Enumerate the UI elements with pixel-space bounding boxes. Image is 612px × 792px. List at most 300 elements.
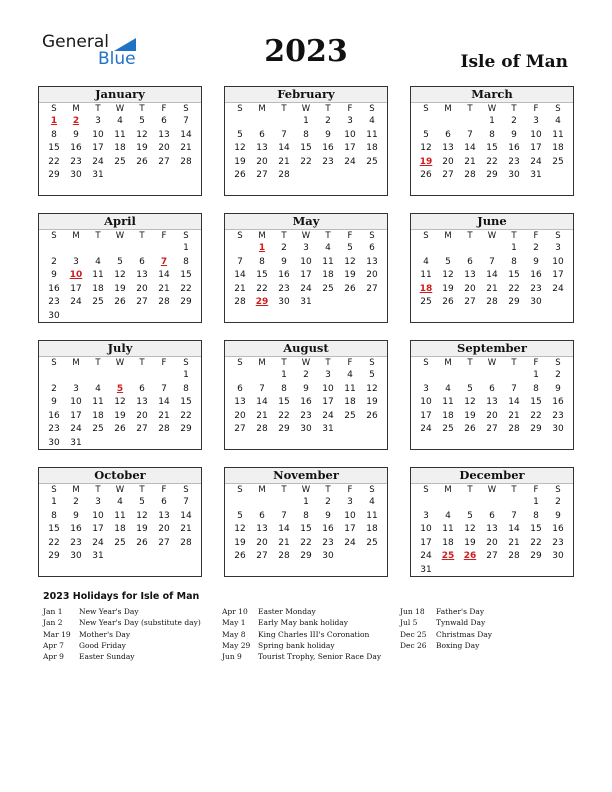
weekday-label: W	[115, 104, 125, 114]
day: 22	[278, 410, 290, 421]
day: 11	[92, 270, 104, 281]
day: 29	[530, 424, 542, 435]
day: 24	[420, 424, 432, 435]
day: 21	[158, 410, 170, 421]
day: 28	[508, 424, 520, 435]
weekday-label: S	[183, 358, 189, 368]
day: 6	[161, 116, 167, 126]
day: 20	[486, 537, 498, 548]
day: 17	[322, 397, 334, 408]
day: 16	[48, 410, 60, 421]
day: 24	[552, 283, 564, 294]
day: 27	[136, 297, 148, 308]
day: 20	[256, 156, 268, 167]
month-august	[224, 340, 388, 450]
holiday-day: 1	[258, 243, 266, 253]
holiday-day: 18	[419, 283, 433, 294]
day: 10	[92, 510, 104, 521]
weekday-label: M	[72, 358, 80, 368]
day: 16	[530, 270, 542, 281]
day: 20	[464, 283, 476, 294]
day: 22	[48, 156, 60, 167]
day: 24	[322, 410, 334, 421]
holiday-date: Jun 9	[222, 652, 242, 662]
day: 15	[256, 270, 268, 281]
day: 16	[70, 143, 82, 154]
day: 9	[51, 397, 57, 408]
day: 7	[183, 116, 189, 126]
day: 15	[48, 524, 60, 535]
holiday-item	[400, 617, 492, 628]
day: 1	[533, 370, 539, 380]
day: 21	[278, 537, 290, 548]
month-name: January	[39, 87, 201, 103]
day: 19	[136, 143, 148, 154]
weekday-label: S	[51, 358, 57, 368]
weekday-label: F	[533, 358, 539, 368]
day: 24	[344, 156, 356, 167]
day-blank	[437, 242, 459, 256]
day: 13	[464, 270, 476, 281]
day: 28	[256, 424, 268, 435]
day: 14	[278, 143, 290, 154]
day: 22	[300, 156, 312, 167]
month-name: May	[225, 214, 387, 230]
day: 26	[234, 170, 246, 181]
day: 17	[70, 410, 82, 421]
weekday-label: T	[281, 104, 287, 114]
day: 6	[139, 256, 145, 267]
day: 10	[322, 383, 334, 394]
day: 18	[442, 410, 454, 421]
day: 19	[136, 524, 148, 535]
weekday-label: W	[115, 485, 125, 495]
weekday-label: S	[237, 485, 243, 495]
day: 9	[281, 256, 287, 267]
day: 18	[92, 283, 104, 294]
day: 24	[344, 537, 356, 548]
day-blank	[251, 369, 273, 383]
day: 25	[92, 424, 104, 435]
day: 4	[347, 370, 353, 380]
day: 15	[180, 397, 192, 408]
weekday-label: S	[237, 231, 243, 241]
day: 6	[467, 256, 473, 267]
month-name: February	[225, 87, 387, 103]
day: 9	[533, 256, 539, 267]
day-blank	[87, 242, 109, 256]
day: 5	[139, 116, 145, 126]
day: 29	[300, 551, 312, 562]
day: 6	[259, 510, 265, 521]
day: 8	[303, 510, 309, 521]
holiday-item	[400, 606, 492, 617]
day: 1	[183, 243, 189, 253]
day: 14	[158, 270, 170, 281]
weekday-label: S	[423, 485, 429, 495]
day: 18	[114, 143, 126, 154]
holiday-item	[43, 651, 201, 662]
day: 3	[325, 370, 331, 380]
day-blank	[459, 369, 481, 383]
day: 7	[183, 497, 189, 507]
day: 24	[92, 156, 104, 167]
day: 10	[530, 129, 542, 140]
weekday-label: F	[161, 485, 167, 495]
day: 4	[445, 510, 451, 521]
day: 20	[158, 524, 170, 535]
weekday-label: W	[301, 104, 311, 114]
day: 4	[95, 383, 101, 394]
day: 12	[136, 129, 148, 140]
weekday-label: T	[95, 358, 101, 368]
weekday-label: M	[72, 231, 80, 241]
weekday-label: F	[533, 104, 539, 114]
day: 11	[442, 397, 454, 408]
day: 12	[464, 524, 476, 535]
weekday-label: S	[423, 358, 429, 368]
day: 16	[322, 524, 334, 535]
holiday-date: Jul 5	[400, 618, 418, 628]
day: 19	[366, 397, 378, 408]
day: 27	[486, 551, 498, 562]
day: 16	[300, 397, 312, 408]
day-blank	[131, 242, 153, 256]
day: 4	[325, 243, 331, 253]
day: 11	[366, 129, 378, 140]
day: 7	[259, 383, 265, 394]
day: 8	[259, 256, 265, 267]
day: 3	[95, 497, 101, 507]
day: 22	[530, 537, 542, 548]
day: 30	[48, 437, 60, 448]
month-name: November	[225, 468, 387, 484]
holiday-name: Father's Day	[436, 607, 485, 616]
day: 26	[136, 537, 148, 548]
day: 3	[347, 497, 353, 507]
day: 9	[555, 510, 561, 521]
month-february	[224, 86, 388, 196]
day-blank	[65, 242, 87, 256]
day: 3	[73, 383, 79, 394]
holiday-date: May 29	[222, 640, 251, 650]
day-blank	[43, 369, 65, 383]
day-blank	[229, 115, 251, 129]
weekday-label: F	[161, 231, 167, 241]
day: 20	[158, 143, 170, 154]
holiday-day: 5	[116, 383, 124, 394]
day: 26	[366, 410, 378, 421]
weekday-label: T	[139, 485, 145, 495]
day: 22	[48, 537, 60, 548]
day: 8	[183, 256, 189, 267]
day: 28	[508, 551, 520, 562]
day: 21	[508, 410, 520, 421]
day: 1	[533, 497, 539, 507]
day-grid	[225, 357, 387, 437]
day: 24	[70, 297, 82, 308]
day: 22	[180, 283, 192, 294]
day: 18	[92, 410, 104, 421]
day: 16	[552, 524, 564, 535]
day: 17	[420, 410, 432, 421]
holiday-day: 7	[160, 256, 168, 267]
month-name: December	[411, 468, 573, 484]
holiday-date: Jun 18	[400, 607, 425, 616]
weekday-label: W	[115, 358, 125, 368]
day: 30	[552, 551, 564, 562]
day: 1	[51, 497, 57, 507]
month-september	[410, 340, 574, 450]
day-grid	[225, 230, 387, 310]
day: 6	[161, 497, 167, 507]
country-name: Isle of Man	[460, 52, 568, 72]
day: 28	[180, 156, 192, 167]
day: 15	[530, 397, 542, 408]
weekday-label: M	[444, 358, 452, 368]
weekday-label: F	[347, 231, 353, 241]
day: 13	[234, 397, 246, 408]
day: 5	[423, 129, 429, 140]
day-grid	[411, 484, 573, 578]
month-name: April	[39, 214, 201, 230]
day: 11	[114, 510, 126, 521]
holiday-date: May 1	[222, 618, 246, 628]
day: 12	[136, 510, 148, 521]
day: 3	[73, 256, 79, 267]
weekday-label: T	[325, 104, 331, 114]
holiday-day: 10	[69, 270, 83, 281]
day-blank	[109, 242, 131, 256]
holiday-name: Spring bank holiday	[258, 640, 335, 650]
day: 18	[322, 270, 334, 281]
day: 5	[237, 510, 243, 521]
holiday-date: Apr 7	[43, 640, 64, 650]
day: 16	[278, 270, 290, 281]
day: 17	[344, 143, 356, 154]
day: 25	[442, 424, 454, 435]
weekday-label: S	[369, 485, 375, 495]
day: 8	[51, 129, 57, 140]
day: 12	[464, 397, 476, 408]
weekday-label: M	[258, 231, 266, 241]
day: 8	[489, 129, 495, 140]
day-blank	[251, 496, 273, 510]
day: 11	[114, 129, 126, 140]
day: 14	[234, 270, 246, 281]
day: 30	[322, 551, 334, 562]
day: 5	[237, 129, 243, 140]
day: 7	[467, 129, 473, 140]
day: 28	[464, 170, 476, 181]
day: 28	[234, 297, 246, 308]
day: 11	[366, 510, 378, 521]
day: 20	[136, 283, 148, 294]
day: 17	[420, 537, 432, 548]
day-grid	[39, 357, 201, 451]
day: 15	[278, 397, 290, 408]
day: 15	[180, 270, 192, 281]
day: 10	[92, 129, 104, 140]
day: 23	[70, 156, 82, 167]
weekday-label: T	[325, 231, 331, 241]
day: 18	[344, 397, 356, 408]
day: 25	[322, 283, 334, 294]
day: 3	[533, 116, 539, 126]
day: 27	[442, 170, 454, 181]
day: 5	[467, 383, 473, 394]
day: 19	[114, 410, 126, 421]
day: 28	[486, 297, 498, 308]
day: 30	[530, 297, 542, 308]
weekday-label: F	[347, 104, 353, 114]
holiday-day: 1	[50, 116, 58, 126]
day: 31	[322, 424, 334, 435]
day: 16	[70, 524, 82, 535]
weekday-label: F	[533, 485, 539, 495]
day: 7	[511, 383, 517, 394]
day: 19	[442, 283, 454, 294]
day-grid	[225, 484, 387, 564]
day: 4	[555, 116, 561, 126]
day: 31	[420, 564, 432, 575]
weekday-label: T	[139, 358, 145, 368]
day: 24	[530, 156, 542, 167]
day: 7	[489, 256, 495, 267]
holiday-date: Jan 2	[43, 618, 63, 628]
month-october	[38, 467, 202, 577]
holiday-date: Jan 1	[43, 607, 63, 616]
weekday-label: T	[281, 231, 287, 241]
day: 13	[136, 270, 148, 281]
holiday-name: Tynwald Day	[436, 618, 486, 628]
day: 19	[234, 537, 246, 548]
day: 10	[70, 397, 82, 408]
day: 24	[300, 283, 312, 294]
day-grid	[39, 484, 201, 564]
day: 14	[158, 397, 170, 408]
day: 9	[73, 510, 79, 521]
day: 24	[420, 551, 432, 562]
day: 3	[95, 116, 101, 126]
weekday-label: T	[467, 231, 473, 241]
holiday-day: 26	[463, 551, 477, 562]
day: 15	[508, 270, 520, 281]
holiday-item	[400, 629, 492, 640]
day: 16	[508, 143, 520, 154]
day: 31	[530, 170, 542, 181]
day: 17	[344, 524, 356, 535]
day: 1	[489, 116, 495, 126]
day: 23	[322, 156, 334, 167]
day: 22	[508, 283, 520, 294]
day: 3	[423, 383, 429, 394]
day-blank	[87, 369, 109, 383]
day: 29	[530, 551, 542, 562]
day: 29	[48, 170, 60, 181]
day: 13	[158, 129, 170, 140]
day-blank	[251, 115, 273, 129]
day: 21	[256, 410, 268, 421]
month-march	[410, 86, 574, 196]
day: 7	[161, 383, 167, 394]
day: 8	[183, 383, 189, 394]
day: 20	[256, 537, 268, 548]
day: 20	[486, 410, 498, 421]
day: 6	[259, 129, 265, 140]
day: 13	[256, 143, 268, 154]
day: 22	[180, 410, 192, 421]
month-name: March	[411, 87, 573, 103]
day: 13	[136, 397, 148, 408]
day: 23	[70, 537, 82, 548]
weekday-label: S	[555, 104, 561, 114]
weekday-label: T	[511, 358, 517, 368]
day: 12	[234, 524, 246, 535]
weekday-label: F	[161, 358, 167, 368]
day: 2	[303, 370, 309, 380]
weekday-label: M	[72, 104, 80, 114]
day: 25	[366, 156, 378, 167]
day: 2	[325, 116, 331, 126]
day: 11	[344, 383, 356, 394]
day: 31	[92, 551, 104, 562]
weekday-label: T	[139, 231, 145, 241]
day: 9	[555, 383, 561, 394]
day: 16	[552, 397, 564, 408]
day: 8	[533, 510, 539, 521]
day: 28	[180, 537, 192, 548]
day-blank	[153, 242, 175, 256]
holiday-item	[43, 640, 201, 651]
day: 17	[92, 524, 104, 535]
day: 27	[256, 551, 268, 562]
day: 2	[281, 243, 287, 253]
weekday-label: S	[423, 104, 429, 114]
weekday-label: S	[369, 358, 375, 368]
day: 10	[300, 256, 312, 267]
day-blank	[503, 496, 525, 510]
weekday-label: M	[258, 104, 266, 114]
holiday-date: Apr 10	[222, 607, 248, 616]
day: 29	[508, 297, 520, 308]
day: 30	[48, 310, 60, 321]
day: 31	[300, 297, 312, 308]
day: 14	[278, 524, 290, 535]
day-blank	[503, 369, 525, 383]
day: 7	[281, 129, 287, 140]
day-grid	[39, 103, 201, 183]
day: 23	[48, 424, 60, 435]
day: 23	[48, 297, 60, 308]
weekday-label: T	[511, 485, 517, 495]
holiday-name: Mother's Day	[79, 629, 131, 639]
day: 23	[552, 537, 564, 548]
day-grid	[225, 103, 387, 183]
day: 26	[464, 424, 476, 435]
day: 29	[48, 551, 60, 562]
day: 27	[256, 170, 268, 181]
day: 12	[420, 143, 432, 154]
day: 12	[442, 270, 454, 281]
day: 27	[234, 424, 246, 435]
day: 4	[117, 497, 123, 507]
day: 3	[303, 243, 309, 253]
day: 25	[92, 297, 104, 308]
day-blank	[415, 369, 437, 383]
day: 12	[344, 256, 356, 267]
day: 7	[281, 510, 287, 521]
